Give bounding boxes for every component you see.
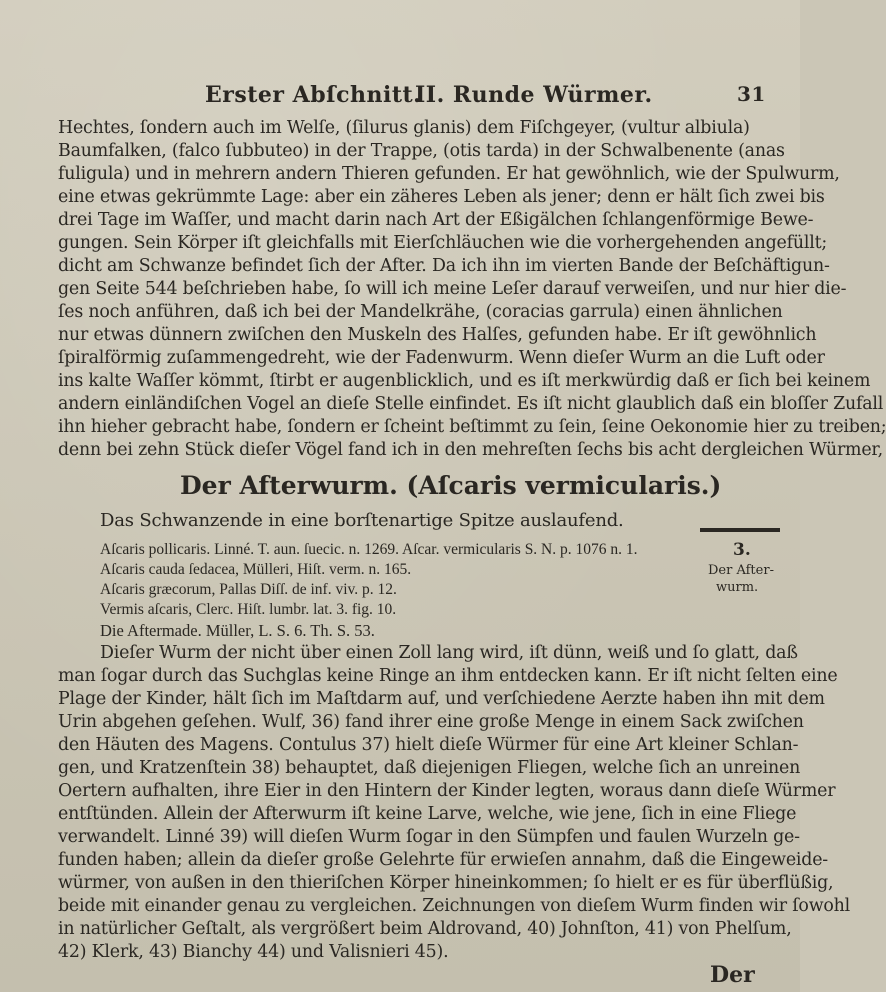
catchword: Der bbox=[710, 962, 755, 988]
text-line: würmer, von außen in den thieriſchen Körper hineinkommen; ſo hielt er es für überflüßig, bbox=[58, 873, 834, 893]
text-line: gungen. Sein Körper iſt gleichfalls mit Eierſchläuchen wie die vorhergehenden angefüllt; bbox=[58, 233, 828, 253]
margin-note-text: wurm. bbox=[716, 580, 759, 595]
synonym-line: Aſcaris pollicaris. Linné. T. aun. ſuecic. n. 1269. Aſcar. vermicularis S. N. p. 1076 n. 1. bbox=[100, 541, 638, 558]
text-line: nur etwas dünnern zwiſchen den Muskeln des Halſes, gefunden habe. Er iſt gewöhnlich bbox=[58, 325, 817, 345]
margin-rule bbox=[700, 528, 780, 532]
text-line: fuligula) und in mehrern andern Thieren gefunden. Er hat gewöhnlich, wie der Spulwurm, bbox=[58, 164, 840, 184]
text-line: denn bei zehn Stück dieſer Vögel fand ich in den mehreſten ſechs bis acht dergleichen Würmer, bbox=[58, 440, 883, 460]
running-head-section: Erster Abſchnitt. bbox=[205, 82, 422, 108]
text-line: ihn hieher gebracht habe, ſondern er ſcheint beſtimmt zu ſein, ſeine Oekonomie hier zu treiben; bbox=[58, 417, 886, 437]
text-line: man ſogar durch das Suchglas keine Ringe an ihm entdecken kann. Er iſt nicht ſelten eine bbox=[58, 666, 838, 686]
text-line: gen, und Kratzenſtein 38) behauptet, daß diejenigen Fliegen, welche ſich an unreinen bbox=[58, 758, 801, 778]
text-line: entſtünden. Allein der Afterwurm iſt keine Larve, welche, wie jene, ſich in eine Fliege bbox=[58, 804, 797, 824]
text-line: Dieſer Wurm der nicht über einen Zoll lang wird, iſt dünn, weiß und ſo glatt, daß bbox=[100, 643, 798, 663]
page-number: 31 bbox=[737, 82, 766, 106]
text-line: dicht am Schwanze befindet ſich der After. Da ich ihn im vierten Bande der Beſchäftigun- bbox=[58, 256, 830, 276]
section-subtitle: Das Schwanzende in eine borſtenartige Spitze auslaufend. bbox=[100, 510, 624, 531]
text-line: 42) Klerk, 43) Bianchy 44) und Valisnieri 45). bbox=[58, 942, 449, 962]
text-line: ins kalte Waſſer kömmt, ſtirbt er augenblicklich, und es iſt merkwürdig daß er ſich bei keinem bbox=[58, 371, 871, 391]
section-title: Der Afterwurm. (Aſcaris vermicularis.) bbox=[180, 471, 722, 500]
text-line: ſes noch anführen, daß ich bei der Mandelkrähe, (coracias garrula) einen ähnlichen bbox=[58, 302, 783, 322]
synonym-line: Aſcaris græcorum, Pallas Diſſ. de inf. viv. p. 12. bbox=[100, 581, 397, 598]
text-line: in natürlicher Geſtalt, als vergrößert beim Aldrovand, 40) Johnſton, 41) von Phelſum, bbox=[58, 919, 792, 939]
text-line: verwandelt. Linné 39) will dieſen Wurm ſogar in den Sümpfen und faulen Wurzeln ge- bbox=[58, 827, 800, 847]
text-line: eine etwas gekrümmte Lage: aber ein zäheres Leben als jener; denn er hält ſich zwei bis bbox=[58, 187, 825, 207]
text-line: andern einländiſchen Vogel an dieſe Stelle einfindet. Es iſt nicht glaublich daß ein bloſſer Zufall bbox=[58, 394, 884, 414]
text-line: Urin abgehen geſehen. Wulf, 36) fand ihrer eine große Menge in einem Sack zwiſchen bbox=[58, 712, 804, 732]
text-line: Hechtes, ſondern auch im Welſe, (ſilurus glanis) dem Fiſchgeyer, (vultur albiula) bbox=[58, 118, 750, 138]
text-line: funden haben; allein da dieſer große Gelehrte für erwieſen annahm, daß die Eingeweide- bbox=[58, 850, 828, 870]
synonym-line: Die Aftermade. Müller, L. S. 6. Th. S. 53. bbox=[100, 621, 375, 640]
text-line: beide mit einander genau zu vergleichen. Zeichnungen von dieſem Wurm finden wir ſowohl bbox=[58, 896, 851, 916]
text-line: den Häuten des Magens. Contulus 37) hielt dieſe Würmer für eine Art kleiner Schlan- bbox=[58, 735, 799, 755]
margin-note-number: 3. bbox=[733, 540, 751, 560]
margin-note-text: Der After- bbox=[708, 563, 774, 578]
text-line: gen Seite 544 beſchrieben habe, ſo will ich meine Leſer darauf verweiſen, und nur hier die- bbox=[58, 279, 847, 299]
text-line: drei Tage im Waſſer, und macht darin nach Art der Eßigälchen ſchlangenförmige Bewe- bbox=[58, 210, 814, 230]
text-line: Baumfalken, (falco ſubbuteo) in der Trappe, (otis tarda) in der Schwalbenente (anas bbox=[58, 141, 785, 161]
running-head-chapter: II. Runde Würmer. bbox=[415, 82, 653, 108]
text-line: ſpiralförmig zuſammengedreht, wie der Fadenwurm. Wenn dieſer Wurm an die Luft oder bbox=[58, 348, 825, 368]
synonym-line: Aſcaris cauda ſedacea, Mülleri, Hiſt. verm. n. 165. bbox=[100, 561, 412, 578]
synonym-line: Vermis aſcaris, Clerc. Hiſt. lumbr. lat. 3. fig. 10. bbox=[100, 601, 397, 618]
text-line: Plage der Kinder, hält ſich im Maſtdarm auf, und verſchiedene Aerzte haben ihn mit dem bbox=[58, 689, 825, 709]
text-line: Oertern aufhalten, ihre Eier in den Hintern der Kinder legten, woraus dann dieſe Würmer bbox=[58, 781, 836, 801]
